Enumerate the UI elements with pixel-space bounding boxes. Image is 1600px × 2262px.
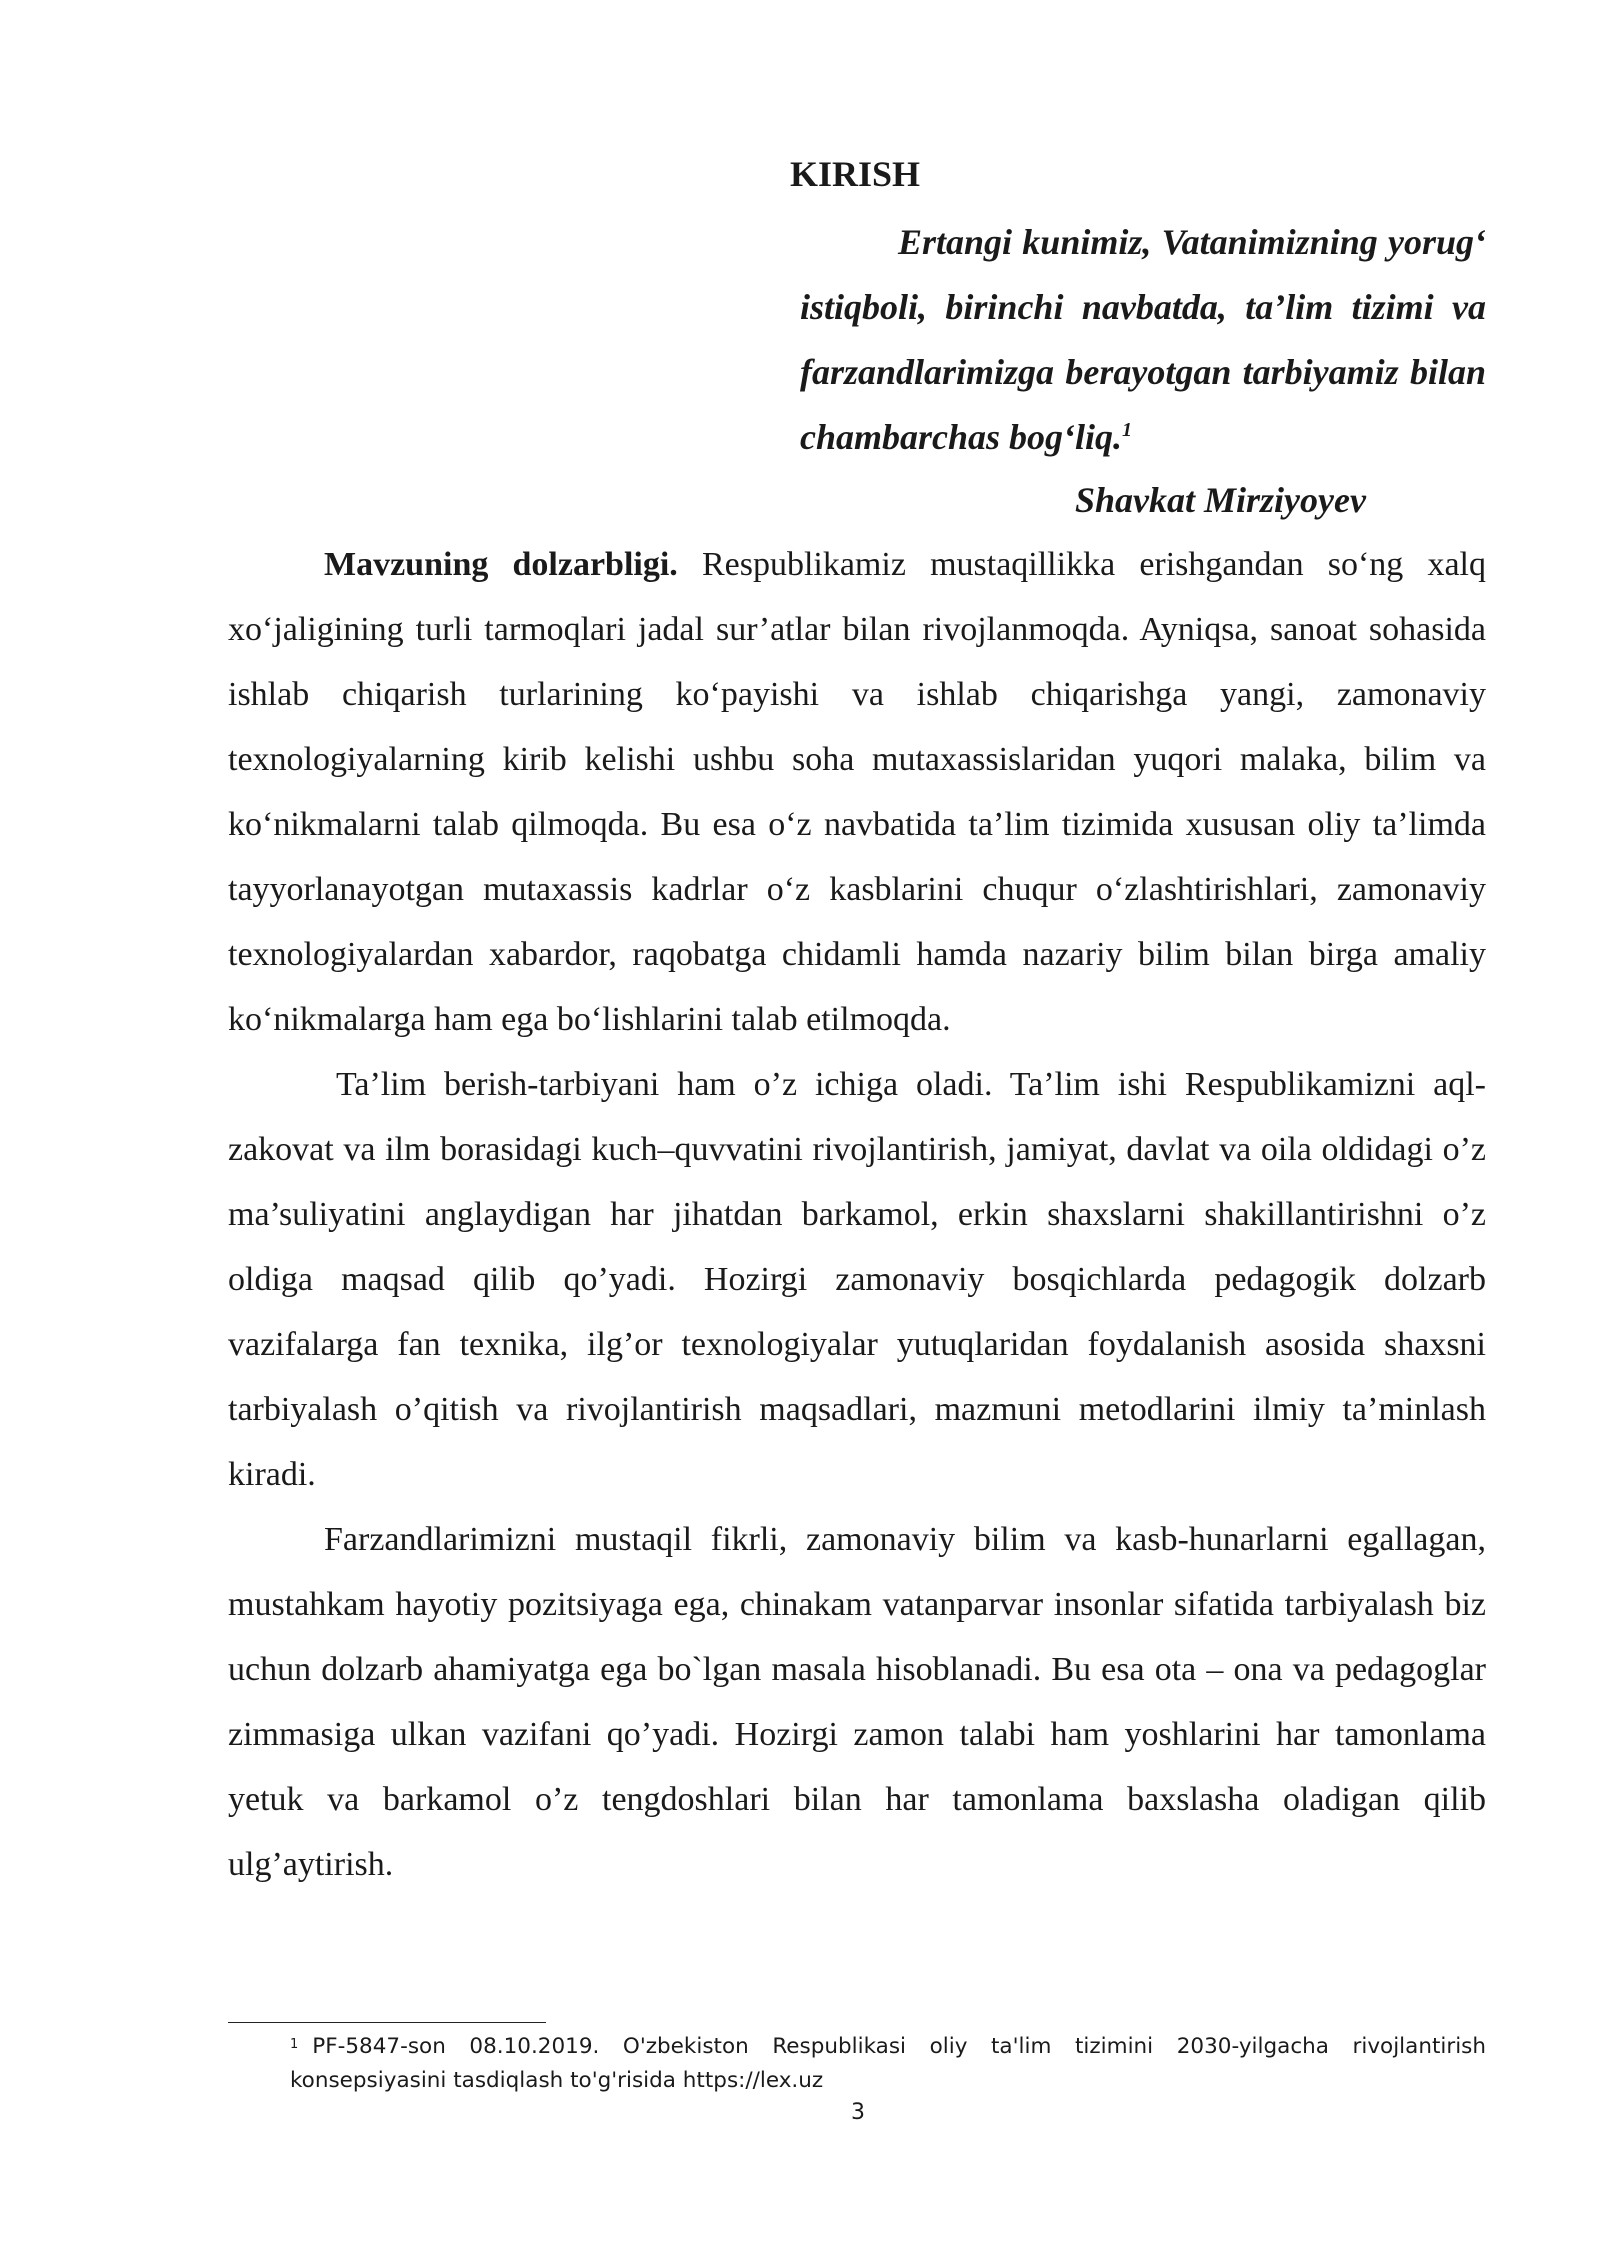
paragraph-relevance — [228, 532, 1486, 1052]
paragraph-upbringing: Farzandlarimizni mustaqil fikrli, zamonaviy bilim va kasb-hunarlarni egallagan, mustahkam hayotiy pozitsiyaga ega, chinakam vatanparvar insonlar sifatida tarbiyalash biz uchun dolzarb ahamiyatga ega bo`lgan masala hisoblanadi. Bu esa ota – ona va pedagoglar zimmasiga ulkan vazifani qo’yadi. Hozirgi zamon talabi ham yoshlarini har tamonlama yetuk va barkamol o’z tengdoshlari bilan har tamonlama baxslasha oladigan qilib ulg’aytirish. — [228, 1521, 1486, 1883]
footnote-separator — [228, 2022, 546, 2023]
footnote — [290, 2030, 1486, 2098]
epigraph-author: Shavkat Mirziyoyev — [1075, 480, 1366, 520]
epigraph-text: Ertangi kunimiz, Vatanimizning yorug‘ istiqboli, birinchi navbatda, ta’lim tizimi va farzandlarimizga berayotgan tarbiyamiz bilan chambarchas bog‘liq. — [800, 222, 1486, 457]
footnote-reference[interactable]: 1 — [1122, 419, 1133, 441]
footnote-text: PF-5847-son 08.10.2019. O'zbekiston Respublikasi oliy ta'lim tizimini 2030-yilgacha rivojlantirish konsepsiyasini tasdiqlash to'g'risida https://lex.uz — [290, 2034, 1486, 2093]
paragraph-lead: Mavzuning dolzarbligi. — [324, 546, 678, 583]
page-number: 3 — [851, 2100, 865, 2125]
section-heading: KIRISH — [790, 154, 921, 194]
footnote-marker: 1 — [290, 2037, 299, 2052]
paragraph-education: Ta’lim berish-tarbiyani ham o’z ichiga oladi. Ta’lim ishi Respublikamizni aql-zakovat va ilm borasidagi kuch–quvvatini rivojlantirish, jamiyat, davlat va oila oldidagi o’z ma’suliyatini anglaydigan har jihatdan barkamol, erkin shaxslarni shakillantirishni o’z oldiga maqsad qilib qo’yadi. Hozirgi zamonaviy bosqichlarda pedagogik dolzarb vazifalarga fan texnika, ilg’or texnologiyalar yutuqlaridan foydalanish asosida shaxsni tarbiyalash o’qitish va rivojlantirish maqsadlari, mazmuni metodlarini ilmiy ta’minlash kiradi. — [228, 1066, 1486, 1493]
body-text — [228, 532, 1486, 1897]
epigraph-quote — [800, 210, 1486, 470]
paragraph-text: Respublikamiz mustaqillikka erishgandan so‘ng xalq xo‘jaligining turli tarmoqlari jadal sur’atlar bilan rivojlanmoqda. Ayniqsa, sanoat sohasida ishlab chiqarish turlarining ko‘payishi va ishlab chiqarishga yangi, zamonaviy texnologiyalarning kirib kelishi ushbu soha mutaxassislaridan yuqori malaka, bilim va ko‘nikmalarni talab qilmoqda. Bu esa o‘z navbatida ta’lim tizimida xususan oliy ta’limda tayyorlanayotgan mutaxassis kadrlar o‘z kasblarini chuqur o‘zlashtirishlari, zamonaviy texnologiyalardan xabardor, raqobatga chidamli hamda nazariy bilim bilan birga amaliy ko‘nikmalarga ham ega bo‘lishlarini talab etilmoqda. — [228, 546, 1486, 1038]
